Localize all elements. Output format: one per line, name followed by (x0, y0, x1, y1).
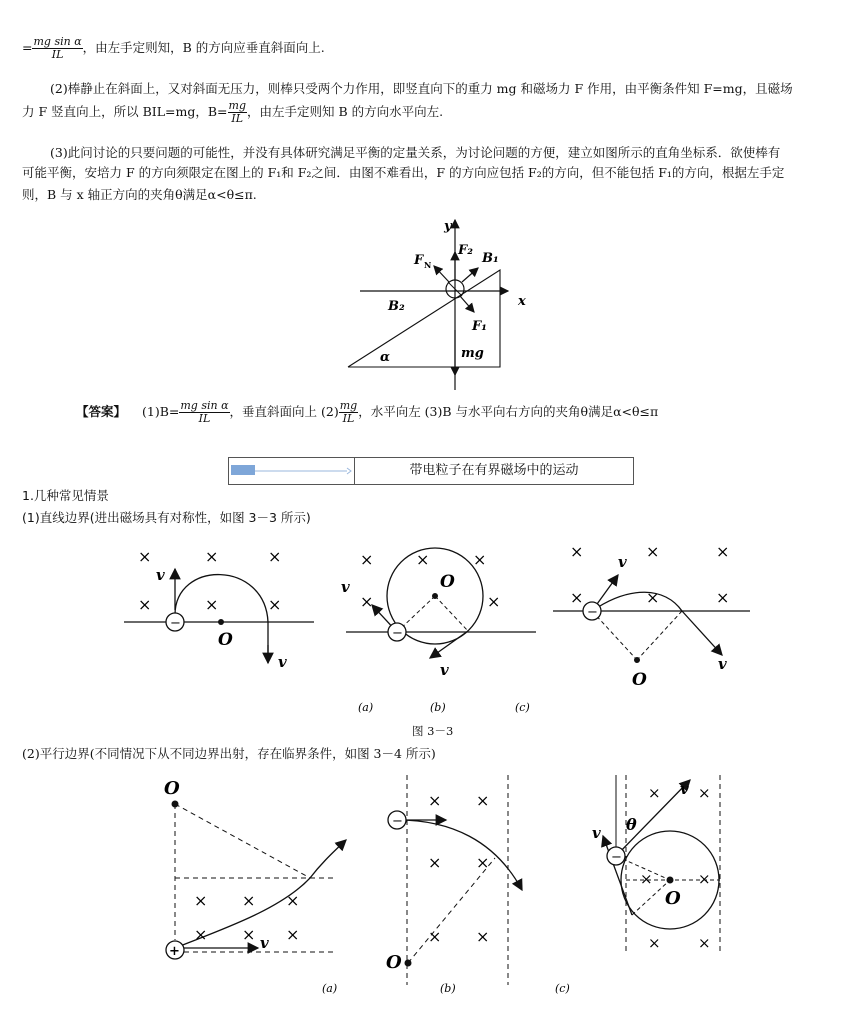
paragraph-2b: 力 F 竖直向上，所以 BIL=mg，B= $\frac{mg}{IL}$ ，由左手定则知 B 的方向水平向左. (22, 99, 444, 125)
fig34-panel-a (164, 778, 346, 959)
svg-text:×: × (205, 595, 219, 614)
svg-text:θ: θ (626, 815, 637, 834)
svg-text:×: × (138, 547, 152, 566)
b1-arrow (462, 268, 478, 282)
fig34-panel-b (386, 775, 522, 985)
svg-text:×: × (205, 547, 219, 566)
line1 (22, 36, 325, 61)
svg-text:O: O (164, 778, 180, 799)
label-b2: B₂ (388, 299, 405, 314)
svg-text:×: × (428, 927, 442, 946)
fig33-panel-c (553, 542, 750, 690)
paragraph-3b: 可能平衡，安培力 F 的方向须限定在图上的 F₁和 F₂之间．由图不难看出，F 的方向应包括 F₂的方向，但不能包括 F₁的方向，根据左手定 (22, 165, 785, 180)
answer-label: 【答案】 (76, 404, 127, 419)
svg-text:×: × (487, 592, 501, 611)
paragraph-3a: (3)此问讨论的只要问题的可能性，并没有具体研究满足平衡的定量关系，为讨论问题的方便，建立如图所示的直角坐标系．欲使棒有 (50, 145, 781, 160)
fraction-mgsin-il: $\frac{\text{mg sin α}}{IL}$ (33, 35, 82, 61)
svg-text:−: − (392, 814, 403, 829)
figure-3-3 (110, 535, 770, 720)
label-mg: mg (461, 346, 484, 361)
fig34-label-b: (b) (440, 982, 456, 995)
svg-text:×: × (286, 925, 300, 944)
svg-text:×: × (716, 542, 730, 561)
heading-1: 1.几种常见情景 (22, 488, 109, 503)
svg-text:×: × (242, 925, 256, 944)
subheading-2: (2)平行边界(不同情况下从不同边界出射，存在临界条件，如图 3－4 所示) (22, 746, 436, 761)
label-alpha: α (380, 350, 391, 365)
svg-text:v: v (278, 653, 287, 671)
svg-text:O: O (440, 572, 455, 592)
svg-text:×: × (428, 853, 442, 872)
answer-frac-1: $\frac{\text{mg sin α}}{IL}$ (180, 399, 229, 425)
line1-rest: ，由左手定则知，B 的方向应垂直斜面向上. (82, 40, 325, 55)
svg-text:×: × (360, 592, 374, 611)
label-x: x (518, 294, 526, 309)
svg-text:v: v (341, 578, 350, 596)
fig33-label-c: (c) (515, 701, 530, 714)
svg-text:×: × (570, 588, 584, 607)
svg-text:×: × (360, 550, 374, 569)
svg-text:×: × (476, 853, 490, 872)
label-fn: F (414, 253, 424, 268)
svg-text:×: × (194, 925, 208, 944)
svg-text:×: × (698, 870, 711, 888)
svg-text:×: × (194, 891, 208, 910)
svg-text:×: × (268, 595, 282, 614)
svg-text:−: − (392, 626, 403, 641)
answer-line: 【答案】 (1)B= $\frac{\text{mg sin α}}{IL}$ ，垂直斜面向上 (2) $\frac{mg}{IL}$ ，水平向左 (3)B 与水平向右方向的夹角θ满足α<θ≤π (76, 399, 659, 425)
section-title: 带电粒子在有界磁场中的运动 (409, 463, 579, 478)
paragraph-3c: 则，B 与 x 轴正方向的夹角θ满足α<θ≤π. (22, 187, 257, 202)
svg-text:×: × (648, 784, 661, 802)
svg-text:O: O (218, 630, 233, 650)
label-f1: F₁ (472, 319, 487, 334)
answer-frac-2: $\frac{mg}{IL}$ (339, 399, 358, 425)
fig34-panel-c (592, 775, 720, 955)
svg-text:×: × (242, 891, 256, 910)
svg-text:×: × (476, 927, 490, 946)
svg-text:×: × (698, 784, 711, 802)
svg-text:v: v (260, 934, 269, 952)
label-y: y (444, 219, 452, 234)
figure-3-4 (150, 770, 750, 1025)
section-header-decoration (229, 458, 355, 484)
label-f2: F₂ (458, 243, 473, 258)
svg-text:×: × (268, 547, 282, 566)
svg-text:×: × (640, 870, 653, 888)
svg-text:v: v (440, 661, 449, 679)
svg-text:×: × (716, 588, 730, 607)
svg-text:+: + (169, 944, 180, 959)
svg-text:−: − (170, 616, 181, 631)
force-diagram (340, 210, 530, 395)
svg-text:×: × (648, 934, 661, 952)
svg-text:×: × (476, 791, 490, 810)
label-b1: B₁ (482, 251, 499, 266)
svg-text:×: × (428, 791, 442, 810)
fig33-label-a: (a) (358, 701, 374, 714)
svg-text:O: O (386, 952, 402, 973)
subheading-1: (1)直线边界(进出磁场具有对称性，如图 3－3 所示) (22, 510, 311, 525)
svg-text:v: v (680, 780, 689, 798)
section-header (228, 457, 634, 485)
paragraph-2a: (2)棒静止在斜面上，又对斜面无压力，则棒只受两个力作用，即竖直向下的重力 mg 和磁场力 F 作用，由平衡条件知 F=mg，且磁场 (50, 81, 793, 96)
svg-text:O: O (632, 670, 647, 690)
label-fn-sub: N (424, 260, 432, 270)
svg-text:×: × (416, 550, 430, 569)
fig33-panel-a (124, 547, 314, 671)
svg-text:×: × (473, 550, 487, 569)
svg-text:O: O (665, 888, 681, 909)
fraction-mg-il: $\frac{mg}{IL}$ (228, 99, 246, 125)
fn-arrow (434, 266, 449, 282)
svg-text:v: v (156, 566, 165, 584)
svg-text:×: × (646, 588, 660, 607)
f1-arrow (460, 296, 474, 312)
fig33-label-b: (b) (430, 701, 446, 714)
svg-text:×: × (286, 891, 300, 910)
svg-text:−: − (587, 605, 598, 620)
svg-text:v: v (618, 553, 627, 571)
svg-text:×: × (570, 542, 584, 561)
eq-sign: = (22, 40, 33, 55)
svg-text:×: × (698, 934, 711, 952)
svg-text:−: − (611, 850, 622, 865)
svg-text:×: × (138, 595, 152, 614)
svg-text:v: v (718, 655, 727, 673)
svg-text:v: v (592, 824, 601, 842)
fig33-panel-b (341, 548, 536, 679)
fig33-caption: 图 3－3 (412, 724, 454, 738)
fig34-label-c: (c) (555, 982, 570, 995)
svg-text:×: × (646, 542, 660, 561)
fig34-label-a: (a) (322, 982, 338, 995)
